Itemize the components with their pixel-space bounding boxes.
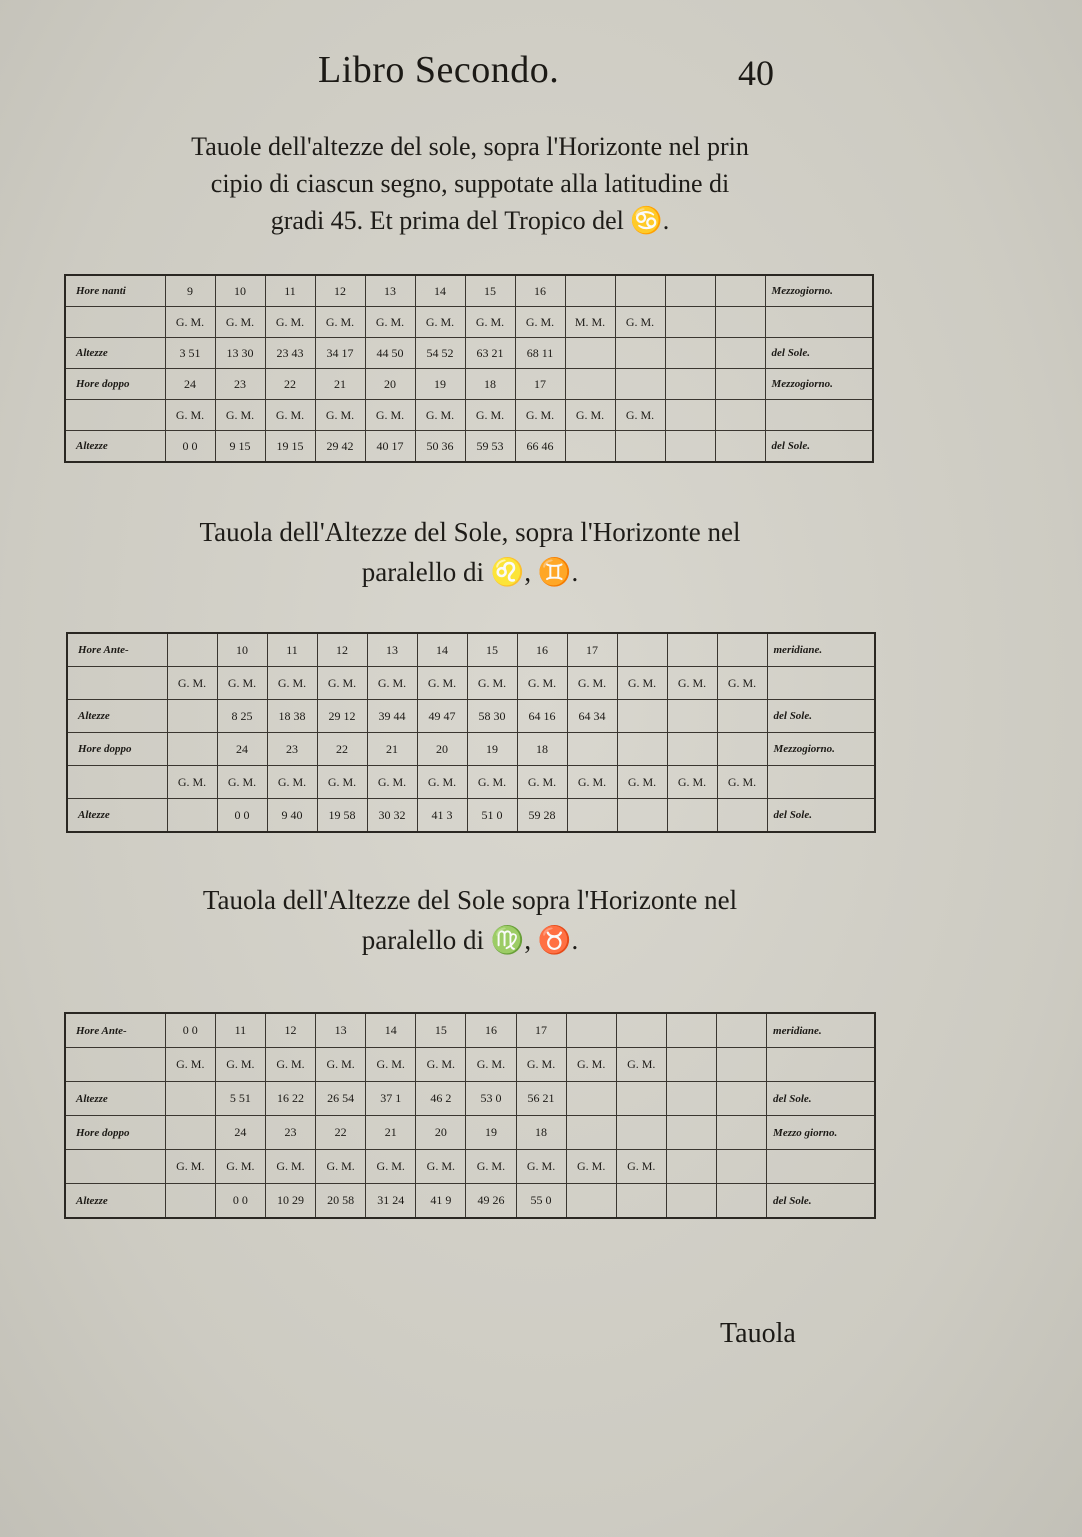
table-cell: 20 <box>365 369 415 400</box>
catchword: Tauola <box>720 1318 796 1349</box>
table-cell <box>716 1150 766 1184</box>
table-cell <box>567 733 617 766</box>
table-cell: G. M. <box>565 400 615 431</box>
table-cell: G. M. <box>466 1150 516 1184</box>
table-cell: 29 42 <box>315 431 365 463</box>
table-cell <box>666 1082 716 1116</box>
table-cell: 64 16 <box>517 700 567 733</box>
table-cell: 14 <box>415 275 465 307</box>
table-cell: G. M. <box>515 400 565 431</box>
table-cell: G. M. <box>415 307 465 338</box>
table-cell: 18 <box>516 1116 566 1150</box>
table-row <box>67 733 875 766</box>
table-cell: G. M. <box>465 400 515 431</box>
row-label <box>67 667 167 700</box>
table-cell: G. M. <box>566 1048 616 1082</box>
heading-line: Tauola dell'Altezze del Sole sopra l'Horizonte nel <box>202 885 738 915</box>
row-end-label: Mezzogiorno. <box>767 733 875 766</box>
table-cell: 19 <box>467 733 517 766</box>
table-cell: G. M. <box>265 400 315 431</box>
table-cell <box>616 1013 666 1048</box>
table-cell <box>165 1082 215 1116</box>
table-cell: G. M. <box>616 1048 666 1082</box>
table-cell: G. M. <box>265 307 315 338</box>
table-cell: G. M. <box>217 766 267 799</box>
heading-line: Tauole dell'altezze del sole, sopra l'Horizonte nel prin <box>191 132 749 161</box>
table-cell <box>665 338 715 369</box>
table-cell: 40 17 <box>365 431 415 463</box>
table-cell: 17 <box>515 369 565 400</box>
heading-line: Tauola dell'Altezze del Sole, sopra l'Horizonte nel <box>199 517 741 547</box>
table-cell <box>716 1184 766 1219</box>
table-cell: 29 12 <box>317 700 367 733</box>
table-cell <box>665 275 715 307</box>
table-cell: G. M. <box>617 667 667 700</box>
table-cell <box>717 733 767 766</box>
table-cell: 30 32 <box>367 799 417 833</box>
table-cell: 41 9 <box>416 1184 466 1219</box>
table-cell: G. M. <box>516 1150 566 1184</box>
table-cell <box>666 1184 716 1219</box>
table-cell <box>665 307 715 338</box>
table-cell: G. M. <box>367 667 417 700</box>
table-cell <box>666 1013 716 1048</box>
table-cell: 12 <box>315 275 365 307</box>
heading-line: cipio di ciascun segno, suppotate alla latitudine di <box>210 169 730 198</box>
table-cell: 66 46 <box>515 431 565 463</box>
table-cell <box>165 1116 215 1150</box>
table-cell: G. M. <box>217 667 267 700</box>
table-cell <box>715 275 765 307</box>
table-cell: 56 21 <box>516 1082 566 1116</box>
table-cell: 26 54 <box>316 1082 366 1116</box>
table-cell: 10 29 <box>265 1184 315 1219</box>
table-cell: 5 51 <box>215 1082 265 1116</box>
table-cell: G. M. <box>367 766 417 799</box>
table-cell: G. M. <box>617 766 667 799</box>
table-cell: 23 <box>215 369 265 400</box>
table-cell <box>566 1082 616 1116</box>
section-heading <box>150 512 790 592</box>
table-cell: 0 0 <box>165 431 215 463</box>
row-label <box>65 307 165 338</box>
table-row <box>65 275 873 307</box>
table-cell: G. M. <box>215 1048 265 1082</box>
table-cell: 19 <box>466 1116 516 1150</box>
table-row <box>65 1184 875 1219</box>
table-cell: G. M. <box>315 307 365 338</box>
table-cell <box>666 1048 716 1082</box>
heading-line: paralello di ♌, ♊. <box>361 557 579 587</box>
table-cell <box>716 1048 766 1082</box>
table-cell: G. M. <box>165 1150 215 1184</box>
table-cell: G. M. <box>317 667 367 700</box>
table-row <box>67 766 875 799</box>
table-cell: 64 34 <box>567 700 617 733</box>
table-cell <box>617 633 667 667</box>
table-cell: G. M. <box>265 1048 315 1082</box>
table-cell: 23 <box>267 733 317 766</box>
row-end-label <box>765 307 873 338</box>
table-cell: 21 <box>315 369 365 400</box>
table-cell: G. M. <box>515 307 565 338</box>
table-cell: 12 <box>265 1013 315 1048</box>
table-cell: 24 <box>165 369 215 400</box>
table-cell: 18 <box>517 733 567 766</box>
table-cell <box>667 700 717 733</box>
table-cell: 11 <box>215 1013 265 1048</box>
table-cell <box>566 1184 616 1219</box>
table-cell: 55 0 <box>516 1184 566 1219</box>
row-label: Altezze <box>65 1082 165 1116</box>
table-cell: 13 <box>367 633 417 667</box>
table-cell: M. M. <box>565 307 615 338</box>
table-cell: G. M. <box>167 667 217 700</box>
table-cell <box>715 307 765 338</box>
row-end-label: del Sole. <box>765 431 873 463</box>
table-cell: 15 <box>467 633 517 667</box>
table-cell: G. M. <box>567 766 617 799</box>
table-cell <box>567 799 617 833</box>
table-cell: 14 <box>366 1013 416 1048</box>
table-cell <box>167 633 217 667</box>
table-cell: 0 0 <box>217 799 267 833</box>
table-cell <box>615 369 665 400</box>
table-cell: G. M. <box>566 1150 616 1184</box>
table-cell <box>565 338 615 369</box>
table-cell: 21 <box>366 1116 416 1150</box>
table-cell: 24 <box>215 1116 265 1150</box>
row-end-label: del Sole. <box>767 1082 875 1116</box>
table-cell: G. M. <box>366 1150 416 1184</box>
table-cell: 16 <box>517 633 567 667</box>
table-cell: 23 <box>265 1116 315 1150</box>
table-cell <box>616 1082 666 1116</box>
table-cell: G. M. <box>165 1048 215 1082</box>
table-cell: G. M. <box>667 667 717 700</box>
table-cell <box>616 1116 666 1150</box>
table-cell: 9 40 <box>267 799 317 833</box>
table-cell <box>615 431 665 463</box>
table-row <box>65 1013 875 1048</box>
table-row <box>65 338 873 369</box>
table-cell: G. M. <box>267 766 317 799</box>
table-cell: G. M. <box>467 667 517 700</box>
table-cell: 17 <box>567 633 617 667</box>
row-label: Altezze <box>67 700 167 733</box>
table-cell: G. M. <box>165 307 215 338</box>
table-cell: 53 0 <box>466 1082 516 1116</box>
table-cell: 9 <box>165 275 215 307</box>
table-row <box>65 1082 875 1116</box>
row-end-label <box>767 766 875 799</box>
table-cell: G. M. <box>315 400 365 431</box>
table-cell: 63 21 <box>465 338 515 369</box>
row-label: Hore nanti <box>65 275 165 307</box>
row-label <box>65 1150 165 1184</box>
table-cell <box>667 733 717 766</box>
table-cell: 3 51 <box>165 338 215 369</box>
row-label <box>65 1048 165 1082</box>
table-cell: 34 17 <box>315 338 365 369</box>
table-cell: 11 <box>265 275 315 307</box>
table-cell: G. M. <box>417 667 467 700</box>
row-end-label: Mezzogiorno. <box>765 275 873 307</box>
table-cell <box>565 369 615 400</box>
table-cell: G. M. <box>516 1048 566 1082</box>
table-row <box>67 633 875 667</box>
table-cell: G. M. <box>215 307 265 338</box>
table-cell <box>617 700 667 733</box>
table-cell: G. M. <box>567 667 617 700</box>
table-row <box>65 307 873 338</box>
table-cell: 0 0 <box>165 1013 215 1048</box>
table-cell: 59 53 <box>465 431 515 463</box>
table-cell: G. M. <box>316 1048 366 1082</box>
row-label: Altezze <box>67 799 167 833</box>
row-end-label: meridiane. <box>767 633 875 667</box>
table-cell <box>566 1116 616 1150</box>
table-cell: 8 25 <box>217 700 267 733</box>
table-cell: G. M. <box>416 1048 466 1082</box>
row-label <box>65 400 165 431</box>
table-cell: 68 11 <box>515 338 565 369</box>
table-cell <box>666 1150 716 1184</box>
table-cell: 0 0 <box>215 1184 265 1219</box>
table-cell: 14 <box>417 633 467 667</box>
table-cell <box>717 633 767 667</box>
table-cell: 20 <box>416 1116 466 1150</box>
table-cell: 16 22 <box>265 1082 315 1116</box>
table-cell <box>167 799 217 833</box>
table-row <box>65 1150 875 1184</box>
heading-line: paralello di ♍, ♉. <box>361 925 579 955</box>
table-cell: 16 <box>515 275 565 307</box>
altitude-table <box>66 632 876 833</box>
table-cell <box>565 275 615 307</box>
table-cell: G. M. <box>415 400 465 431</box>
table-cell: G. M. <box>466 1048 516 1082</box>
table-cell: 54 52 <box>415 338 465 369</box>
table-cell <box>667 633 717 667</box>
table-row <box>67 667 875 700</box>
table-cell: 18 38 <box>267 700 317 733</box>
table-cell: 59 28 <box>517 799 567 833</box>
altitude-table <box>64 274 874 463</box>
table-cell <box>665 431 715 463</box>
table-cell: G. M. <box>615 400 665 431</box>
row-end-label: del Sole. <box>767 700 875 733</box>
heading-line: gradi 45. Et prima del Tropico del ♋. <box>270 206 670 235</box>
table-cell: 12 <box>317 633 367 667</box>
altitude-table <box>64 1012 876 1219</box>
table-cell <box>716 1116 766 1150</box>
table-cell: 39 44 <box>367 700 417 733</box>
table-cell: 37 1 <box>366 1082 416 1116</box>
table-row <box>67 700 875 733</box>
row-label: Altezze <box>65 1184 165 1219</box>
table-row <box>65 1116 875 1150</box>
table-cell: 21 <box>367 733 417 766</box>
table-cell <box>616 1184 666 1219</box>
table-cell: 20 58 <box>316 1184 366 1219</box>
table-cell: G. M. <box>366 1048 416 1082</box>
table-cell: 18 <box>465 369 515 400</box>
table-cell <box>617 733 667 766</box>
table-cell <box>665 400 715 431</box>
table-cell: 19 58 <box>317 799 367 833</box>
page-number: 40 <box>738 53 774 93</box>
table-cell: 22 <box>317 733 367 766</box>
table-cell: 13 30 <box>215 338 265 369</box>
table-cell: 51 0 <box>467 799 517 833</box>
table-cell: G. M. <box>717 667 767 700</box>
running-title: Libro Secondo. <box>318 49 560 91</box>
table-cell: G. M. <box>517 766 567 799</box>
row-label: Hore doppo <box>65 369 165 400</box>
table-cell <box>715 400 765 431</box>
table-cell: G. M. <box>667 766 717 799</box>
table-cell: 46 2 <box>416 1082 466 1116</box>
table-cell: 49 26 <box>466 1184 516 1219</box>
table-cell: G. M. <box>316 1150 366 1184</box>
table-cell: 20 <box>417 733 467 766</box>
table-row <box>65 369 873 400</box>
table-cell: 17 <box>516 1013 566 1048</box>
table-cell: 58 30 <box>467 700 517 733</box>
row-label: Hore Ante- <box>67 633 167 667</box>
table-cell <box>167 700 217 733</box>
table-cell: 13 <box>316 1013 366 1048</box>
row-label <box>67 766 167 799</box>
table-cell: 22 <box>316 1116 366 1150</box>
row-end-label: meridiane. <box>767 1013 875 1048</box>
table-cell <box>715 338 765 369</box>
table-row <box>67 799 875 833</box>
row-end-label <box>767 667 875 700</box>
row-end-label: del Sole. <box>767 1184 875 1219</box>
row-end-label: Mezzo giorno. <box>767 1116 875 1150</box>
table-cell: 13 <box>365 275 415 307</box>
table-cell: 10 <box>215 275 265 307</box>
table-cell: 15 <box>416 1013 466 1048</box>
table-cell <box>666 1116 716 1150</box>
row-label: Altezze <box>65 338 165 369</box>
table-cell: G. M. <box>215 1150 265 1184</box>
table-cell <box>715 369 765 400</box>
row-end-label <box>767 1048 875 1082</box>
row-label: Hore Ante- <box>65 1013 165 1048</box>
row-end-label: Mezzogiorno. <box>765 369 873 400</box>
table-cell: 10 <box>217 633 267 667</box>
table-cell <box>717 700 767 733</box>
table-cell: 9 15 <box>215 431 265 463</box>
table-cell: G. M. <box>615 307 665 338</box>
table-cell: 16 <box>466 1013 516 1048</box>
table-cell: G. M. <box>465 307 515 338</box>
table-cell: G. M. <box>365 307 415 338</box>
table-cell: 44 50 <box>365 338 415 369</box>
section-heading <box>140 128 800 239</box>
table-cell: G. M. <box>717 766 767 799</box>
row-end-label <box>767 1150 875 1184</box>
table-cell: 19 <box>415 369 465 400</box>
table-cell: G. M. <box>317 766 367 799</box>
section-heading <box>150 880 790 960</box>
table-cell <box>565 431 615 463</box>
table-cell: G. M. <box>165 400 215 431</box>
table-cell <box>615 275 665 307</box>
row-label: Altezze <box>65 431 165 463</box>
table-row <box>65 1048 875 1082</box>
table-cell: G. M. <box>167 766 217 799</box>
table-cell: G. M. <box>267 667 317 700</box>
row-end-label: del Sole. <box>765 338 873 369</box>
table-cell: G. M. <box>517 667 567 700</box>
table-cell: 19 15 <box>265 431 315 463</box>
table-cell: G. M. <box>215 400 265 431</box>
table-cell: 15 <box>465 275 515 307</box>
table-cell <box>717 799 767 833</box>
table-row <box>65 400 873 431</box>
table-cell <box>615 338 665 369</box>
table-cell: 11 <box>267 633 317 667</box>
table-cell <box>167 733 217 766</box>
table-cell: G. M. <box>265 1150 315 1184</box>
table-row <box>65 431 873 463</box>
table-cell: G. M. <box>417 766 467 799</box>
row-label: Hore doppo <box>65 1116 165 1150</box>
table-cell <box>665 369 715 400</box>
table-cell: G. M. <box>365 400 415 431</box>
table-cell: G. M. <box>616 1150 666 1184</box>
table-cell: 31 24 <box>366 1184 416 1219</box>
table-cell: 23 43 <box>265 338 315 369</box>
table-cell <box>716 1013 766 1048</box>
table-cell: 41 3 <box>417 799 467 833</box>
table-cell <box>716 1082 766 1116</box>
table-cell: G. M. <box>467 766 517 799</box>
table-cell <box>617 799 667 833</box>
row-end-label <box>765 400 873 431</box>
table-cell <box>715 431 765 463</box>
row-label: Hore doppo <box>67 733 167 766</box>
table-cell: 24 <box>217 733 267 766</box>
table-cell: G. M. <box>416 1150 466 1184</box>
table-cell: 50 36 <box>415 431 465 463</box>
row-end-label: del Sole. <box>767 799 875 833</box>
table-cell: 49 47 <box>417 700 467 733</box>
table-cell <box>165 1184 215 1219</box>
table-cell <box>566 1013 616 1048</box>
table-cell: 22 <box>265 369 315 400</box>
table-cell <box>667 799 717 833</box>
